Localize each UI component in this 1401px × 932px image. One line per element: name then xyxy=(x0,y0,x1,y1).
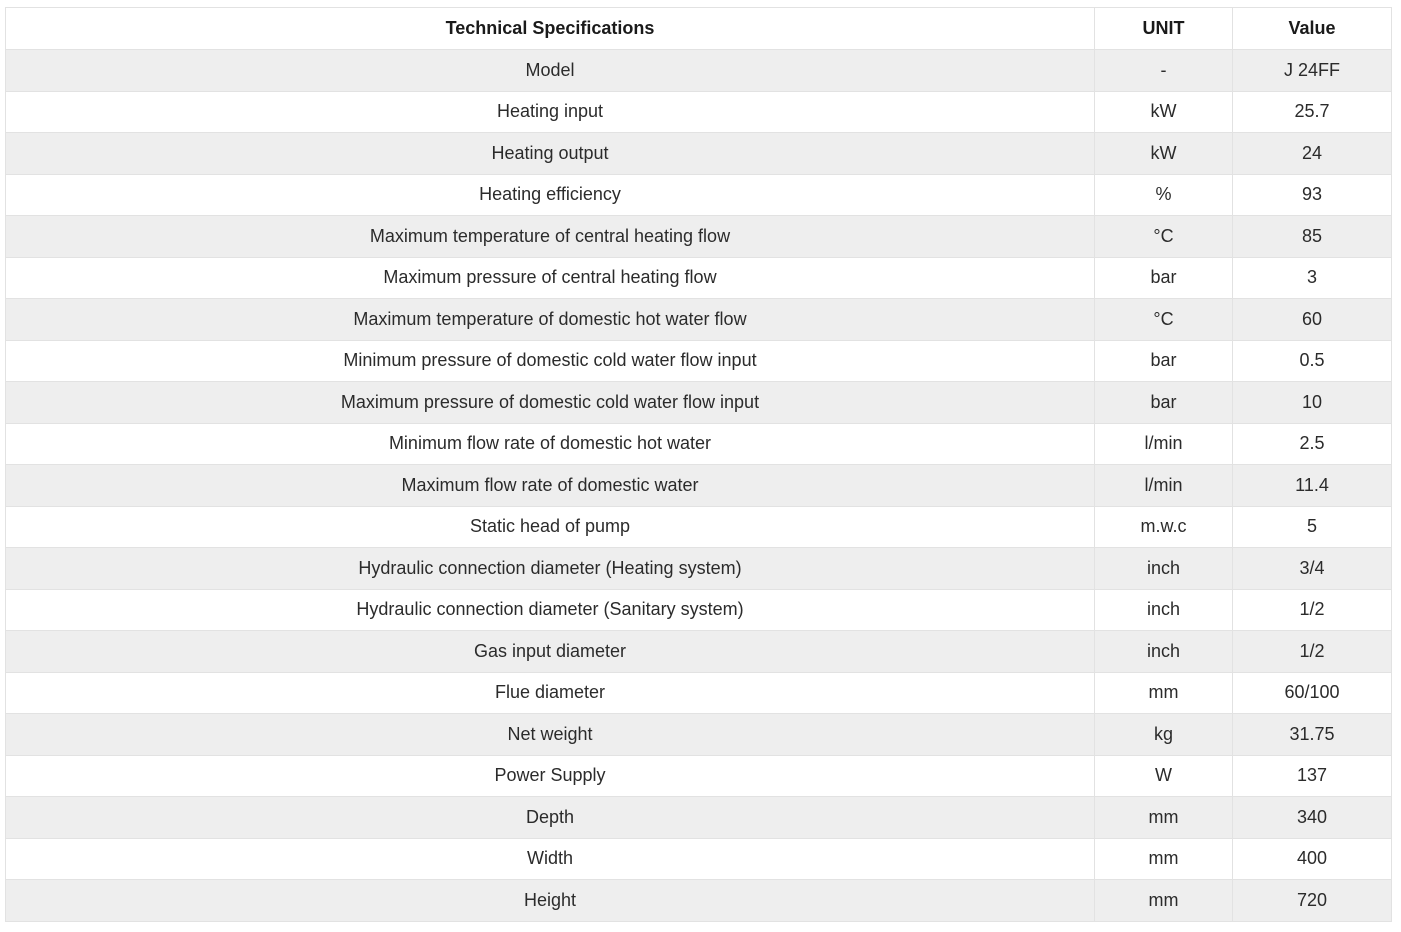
spec-name-cell: Depth xyxy=(6,797,1095,839)
spec-name-cell: Power Supply xyxy=(6,755,1095,797)
table-row xyxy=(6,133,1392,175)
table-row xyxy=(6,797,1392,839)
unit-cell: inch xyxy=(1095,631,1233,673)
table-row xyxy=(6,672,1392,714)
unit-cell: inch xyxy=(1095,589,1233,631)
table-row xyxy=(6,299,1392,341)
table-row xyxy=(6,548,1392,590)
spec-name-cell: Minimum pressure of domestic cold water flow input xyxy=(6,340,1095,382)
table-row xyxy=(6,880,1392,922)
header-row xyxy=(6,8,1392,50)
spec-name-cell: Model xyxy=(6,50,1095,92)
table-body xyxy=(6,50,1392,922)
unit-cell: mm xyxy=(1095,797,1233,839)
unit-cell: mm xyxy=(1095,672,1233,714)
value-cell: 5 xyxy=(1233,506,1392,548)
spec-table-container xyxy=(5,7,1391,922)
unit-cell: bar xyxy=(1095,382,1233,424)
unit-cell: l/min xyxy=(1095,423,1233,465)
table-row xyxy=(6,465,1392,507)
value-cell: 1/2 xyxy=(1233,589,1392,631)
value-cell: 60/100 xyxy=(1233,672,1392,714)
unit-cell: mm xyxy=(1095,880,1233,922)
table-row xyxy=(6,631,1392,673)
unit-cell: kg xyxy=(1095,714,1233,756)
value-cell: 85 xyxy=(1233,216,1392,258)
table-row xyxy=(6,382,1392,424)
unit-cell: inch xyxy=(1095,548,1233,590)
value-cell: 2.5 xyxy=(1233,423,1392,465)
unit-cell: mm xyxy=(1095,838,1233,880)
unit-cell: kW xyxy=(1095,133,1233,175)
value-cell: J 24FF xyxy=(1233,50,1392,92)
value-cell: 93 xyxy=(1233,174,1392,216)
value-cell: 400 xyxy=(1233,838,1392,880)
spec-name-cell: Flue diameter xyxy=(6,672,1095,714)
spec-name-cell: Heating input xyxy=(6,91,1095,133)
value-cell: 3/4 xyxy=(1233,548,1392,590)
unit-cell: % xyxy=(1095,174,1233,216)
unit-cell: - xyxy=(1095,50,1233,92)
table-row xyxy=(6,838,1392,880)
value-cell: 60 xyxy=(1233,299,1392,341)
table-row xyxy=(6,174,1392,216)
value-cell: 3 xyxy=(1233,257,1392,299)
value-cell: 24 xyxy=(1233,133,1392,175)
spec-name-cell: Static head of pump xyxy=(6,506,1095,548)
spec-name-cell: Maximum pressure of domestic cold water flow input xyxy=(6,382,1095,424)
table-header xyxy=(6,8,1392,50)
spec-name-cell: Gas input diameter xyxy=(6,631,1095,673)
value-cell: 25.7 xyxy=(1233,91,1392,133)
value-cell: 137 xyxy=(1233,755,1392,797)
spec-name-cell: Maximum temperature of central heating flow xyxy=(6,216,1095,258)
unit-cell: °C xyxy=(1095,216,1233,258)
technical-specifications-table xyxy=(5,7,1392,922)
spec-name-cell: Minimum flow rate of domestic hot water xyxy=(6,423,1095,465)
header-specification: Technical Specifications xyxy=(6,8,1095,50)
table-row xyxy=(6,216,1392,258)
table-row xyxy=(6,423,1392,465)
value-cell: 720 xyxy=(1233,880,1392,922)
spec-name-cell: Height xyxy=(6,880,1095,922)
value-cell: 340 xyxy=(1233,797,1392,839)
unit-cell: °C xyxy=(1095,299,1233,341)
spec-name-cell: Hydraulic connection diameter (Sanitary system) xyxy=(6,589,1095,631)
value-cell: 31.75 xyxy=(1233,714,1392,756)
unit-cell: kW xyxy=(1095,91,1233,133)
unit-cell: bar xyxy=(1095,257,1233,299)
table-row xyxy=(6,755,1392,797)
header-unit: UNIT xyxy=(1095,8,1233,50)
spec-name-cell: Width xyxy=(6,838,1095,880)
spec-name-cell: Heating output xyxy=(6,133,1095,175)
header-value: Value xyxy=(1233,8,1392,50)
table-row xyxy=(6,257,1392,299)
unit-cell: W xyxy=(1095,755,1233,797)
table-row xyxy=(6,91,1392,133)
value-cell: 11.4 xyxy=(1233,465,1392,507)
value-cell: 1/2 xyxy=(1233,631,1392,673)
spec-name-cell: Maximum pressure of central heating flow xyxy=(6,257,1095,299)
value-cell: 0.5 xyxy=(1233,340,1392,382)
spec-name-cell: Heating efficiency xyxy=(6,174,1095,216)
table-row xyxy=(6,506,1392,548)
value-cell: 10 xyxy=(1233,382,1392,424)
spec-name-cell: Net weight xyxy=(6,714,1095,756)
unit-cell: m.w.c xyxy=(1095,506,1233,548)
table-row xyxy=(6,714,1392,756)
spec-name-cell: Maximum temperature of domestic hot water flow xyxy=(6,299,1095,341)
table-row xyxy=(6,50,1392,92)
spec-name-cell: Hydraulic connection diameter (Heating system) xyxy=(6,548,1095,590)
table-row xyxy=(6,589,1392,631)
unit-cell: bar xyxy=(1095,340,1233,382)
table-row xyxy=(6,340,1392,382)
spec-name-cell: Maximum flow rate of domestic water xyxy=(6,465,1095,507)
unit-cell: l/min xyxy=(1095,465,1233,507)
